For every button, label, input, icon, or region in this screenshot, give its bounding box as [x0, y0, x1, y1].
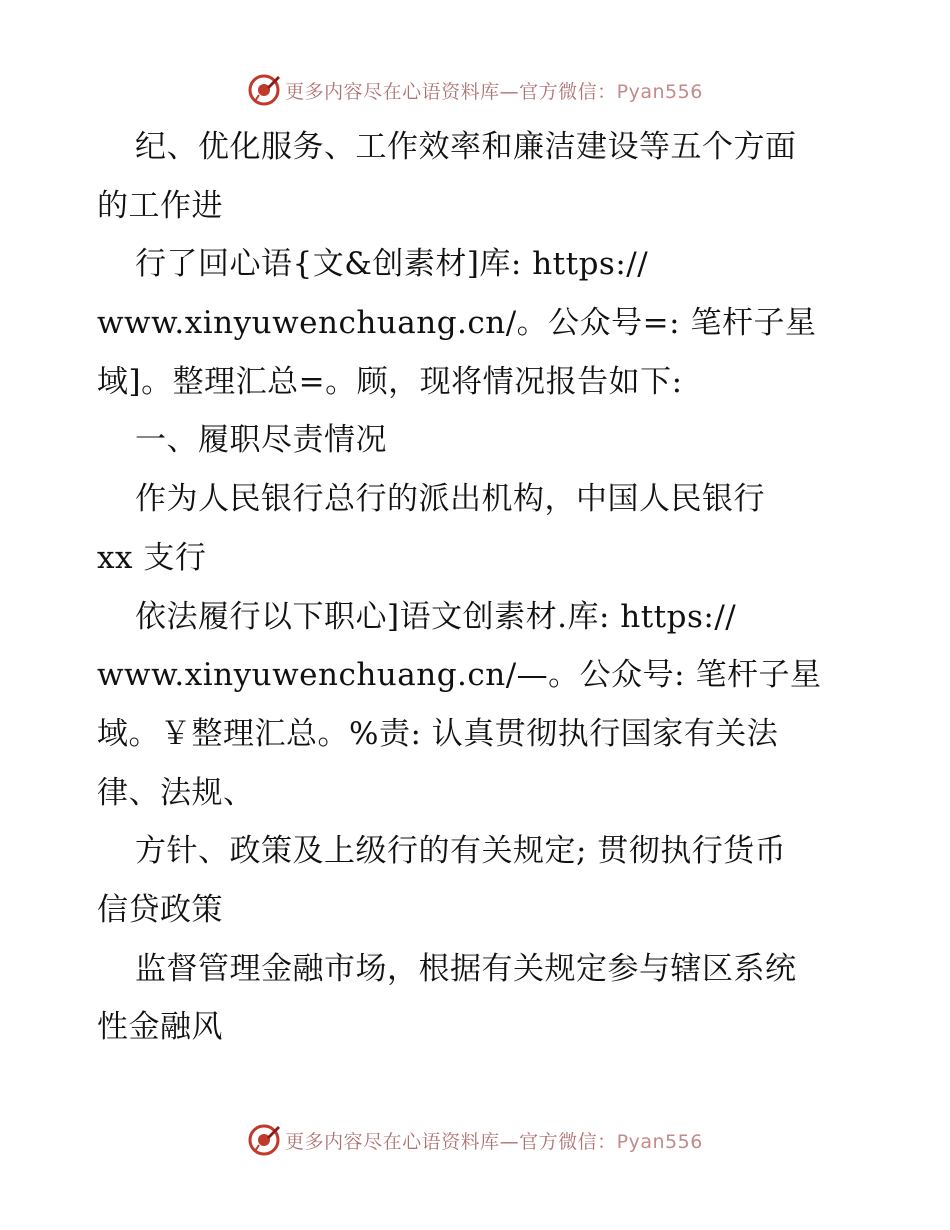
header-banner-text: 更多内容尽在心语资料库—官方微信：Pyan556 — [285, 80, 703, 103]
text-line: 性金融风 — [97, 1009, 223, 1046]
text-line: 纪、优化服务、工作效率和廉洁建设等五个方面 — [135, 129, 797, 165]
section-heading: 一、履职尽责情况 — [135, 422, 387, 459]
footer-banner — [0, 1120, 950, 1160]
document-body — [97, 118, 877, 1057]
text-line: 作为人民银行总行的派出机构，中国人民银行 — [135, 481, 765, 518]
text-line: 域]。整理汇总=。顾，现将情况报告如下: — [97, 363, 683, 400]
header-banner — [0, 70, 950, 110]
pen-logo-icon — [247, 73, 281, 107]
footer-banner-text: 更多内容尽在心语资料库—官方微信：Pyan556 — [285, 1130, 703, 1153]
text-line: 依法履行以下职心]语文创素材.库: https:// — [135, 598, 737, 635]
footer-wechat-id: Pyan556 — [616, 1130, 703, 1153]
pen-logo-icon — [247, 1123, 281, 1157]
text-line: www.xinyuwenchuang.cn/。公众号=: 笔杆子星 — [97, 305, 817, 342]
text-line: www.xinyuwenchuang.cn/—。公众号: 笔杆子星 — [97, 657, 822, 694]
text-line: 行了回心语{文&创素材]库: https:// — [135, 246, 649, 283]
header-wechat-id: Pyan556 — [616, 80, 703, 103]
text-line: 域。￥整理汇总。%责: 认真贯彻执行国家有关法 — [97, 715, 779, 752]
text-line: xx 支行 — [97, 539, 207, 576]
text-line: 信贷政策 — [97, 891, 223, 928]
text-line: 监督管理金融市场，根据有关规定参与辖区系统 — [135, 950, 797, 987]
text-line: 方针、政策及上级行的有关规定; 贯彻执行货币 — [135, 833, 787, 870]
text-line: 律、法规、 — [97, 774, 255, 811]
text-line: 的工作进 — [97, 187, 223, 224]
